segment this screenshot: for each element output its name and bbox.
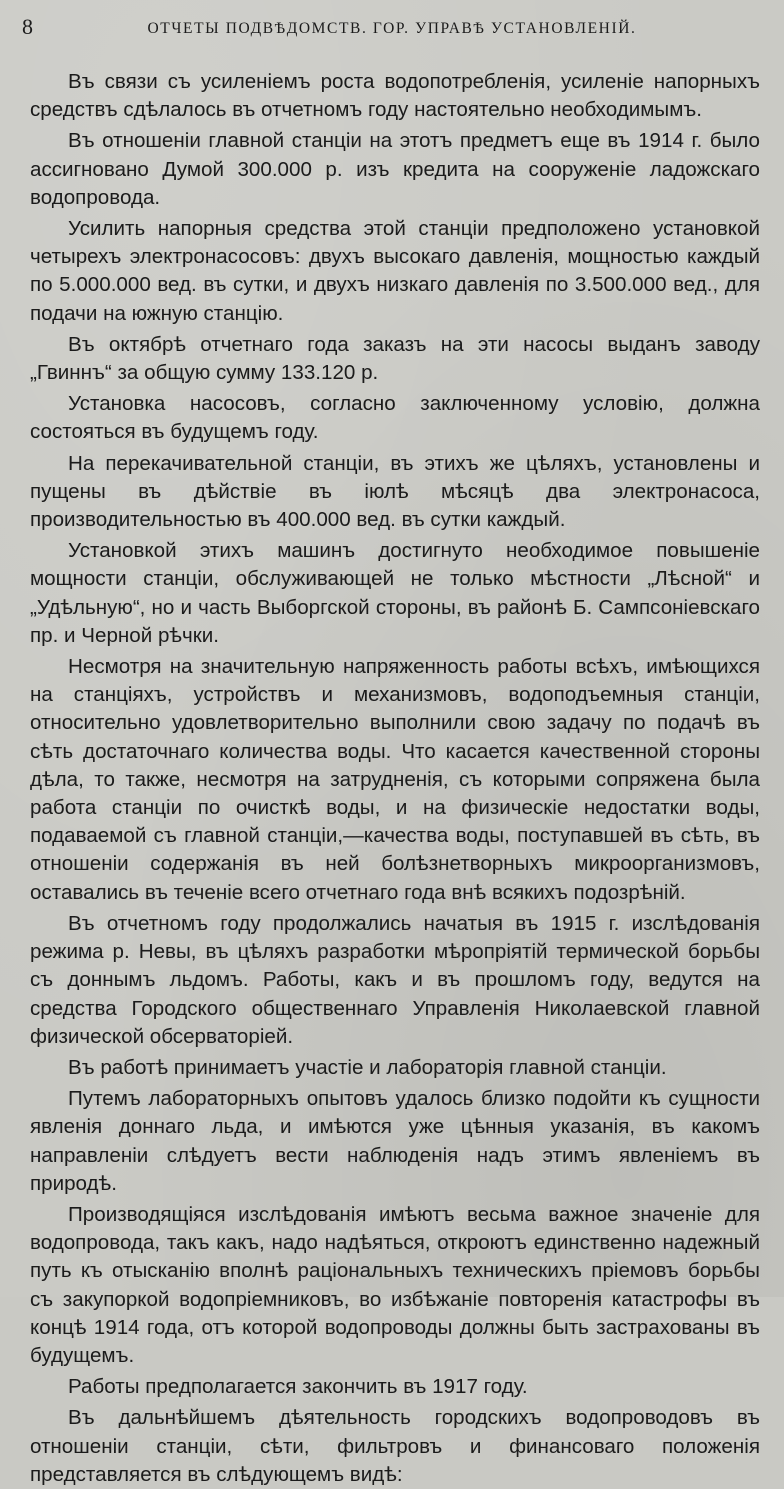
paragraph: Производящіяся изслѣдованія имѣютъ весьма важное значеніе для водопровода, такъ какъ, надо надѣяться, откроютъ единственно надежный путь къ отысканію вполнѣ раціональныхъ техническихъ пріемовъ борьбы съ закупоркой водопріемниковъ, во избѣжаніе повторенія катастрофы въ концѣ 1914 года, отъ которой водопроводы должны быть застрахованы въ будущемъ. [30,1202,760,1367]
paragraph: Установка насосовъ, согласно заключенному условію, должна состояться въ будущемъ году. [30,392,760,444]
paragraph: Работы предполагается закончить въ 1917 году. [68,1375,528,1399]
paragraph: Въ отчетномъ году продолжались начатыя въ 1915 г. изслѣдованія режима р. Невы, въ цѣляхъ разработки мѣропріятій термической борьбы съ доннымъ льдомъ. Работы, какъ и въ прошломъ году, ведутся на средства Городского общественнаго Управленія Николаевской главной физической обсерваторіей. [30,911,760,1048]
paragraph: На перекачивательной станціи, въ этихъ же цѣляхъ, установлены и пущены въ дѣйствіе въ іюлѣ мѣсяцѣ два электронасоса, производительностью въ 400.000 вед. въ сутки каждый. [30,451,760,532]
paragraph: Путемъ лабораторныхъ опытовъ удалось близко подойти къ сущности явленія доннаго льда, и имѣются уже цѣнныя указанія, въ какомъ направленіи слѣдуетъ вести наблюденія надъ этимъ явленіемъ въ природѣ. [30,1087,760,1195]
paragraph: Несмотря на значительную напряженность работы всѣхъ, имѣющихся на станціяхъ, устройствъ и механизмовъ, водоподъемныя станціи, относительно удовлетворительно выполнили свою задачу по подачѣ въ сѣть достаточнаго количества воды. Что касается качественной стороны дѣла, то также, несмотря на затрудненія, съ которыми сопряжена была работа станціи по очисткѣ воды, и на физическіе недостатки воды, подаваемой съ главной станціи,—качества воды, поступавшей въ сѣть, въ отношеніи содержанія въ ней болѣзнетворныхъ микроорганизмовъ, оставались въ теченіе всего отчетнаго года внѣ всякихъ подозрѣній. [30,655,760,904]
paragraph: Установкой этихъ машинъ достигнуто необходимое повышеніе мощности станціи, обслуживающей не только мѣстности „Лѣсной“ и „Удѣльную“, но и часть Выборгской стороны, въ районѣ Б. Сампсоніевскаго пр. и Черной рѣчки. [30,539,760,647]
running-title: ОТЧЕТЫ ПОДВѢДОМСТВ. ГОР. УПРАВѢ УСТАНОВЛЕНIЙ. [147,20,637,37]
paragraph: Въ дальнѣйшемъ дѣятельность городскихъ водопроводовъ въ отношеніи станціи, сѣти, фильтровъ и финансоваго положенія представляется въ слѣдующемъ видѣ: [30,1406,760,1486]
body-text [20,68,764,1489]
paragraph: Усилить напорныя средства этой станціи предположено установкой четырехъ электронасосовъ: двухъ высокаго давленія, мощностью каждый по 5.000.000 вед. въ сутки, и двухъ низкаго давленія по 3.500.000 вед., для подачи на южную станцію. [30,217,760,325]
paragraph: Въ октябрѣ отчетнаго года заказъ на эти насосы выданъ заводу „Гвиннъ“ за общую сумму 133.120 р. [30,332,760,385]
paragraph: Въ отношеніи главной станціи на этотъ предметъ еще въ 1914 г. было ассигновано Думой 300.000 р. изъ кредита на сооруженіе ладожскаго водопровода. [30,129,760,209]
paragraph: Въ связи съ усиленіемъ роста водопотребленія, усиленіе напорныхъ средствъ сдѣлалось въ отчетномъ году настоятельно необходимымъ. [30,70,760,122]
paragraph: Въ работѣ принимаетъ участіе и лабораторія главной станціи. [68,1055,667,1079]
page-number: 8 [22,14,33,39]
page-header [20,14,764,48]
